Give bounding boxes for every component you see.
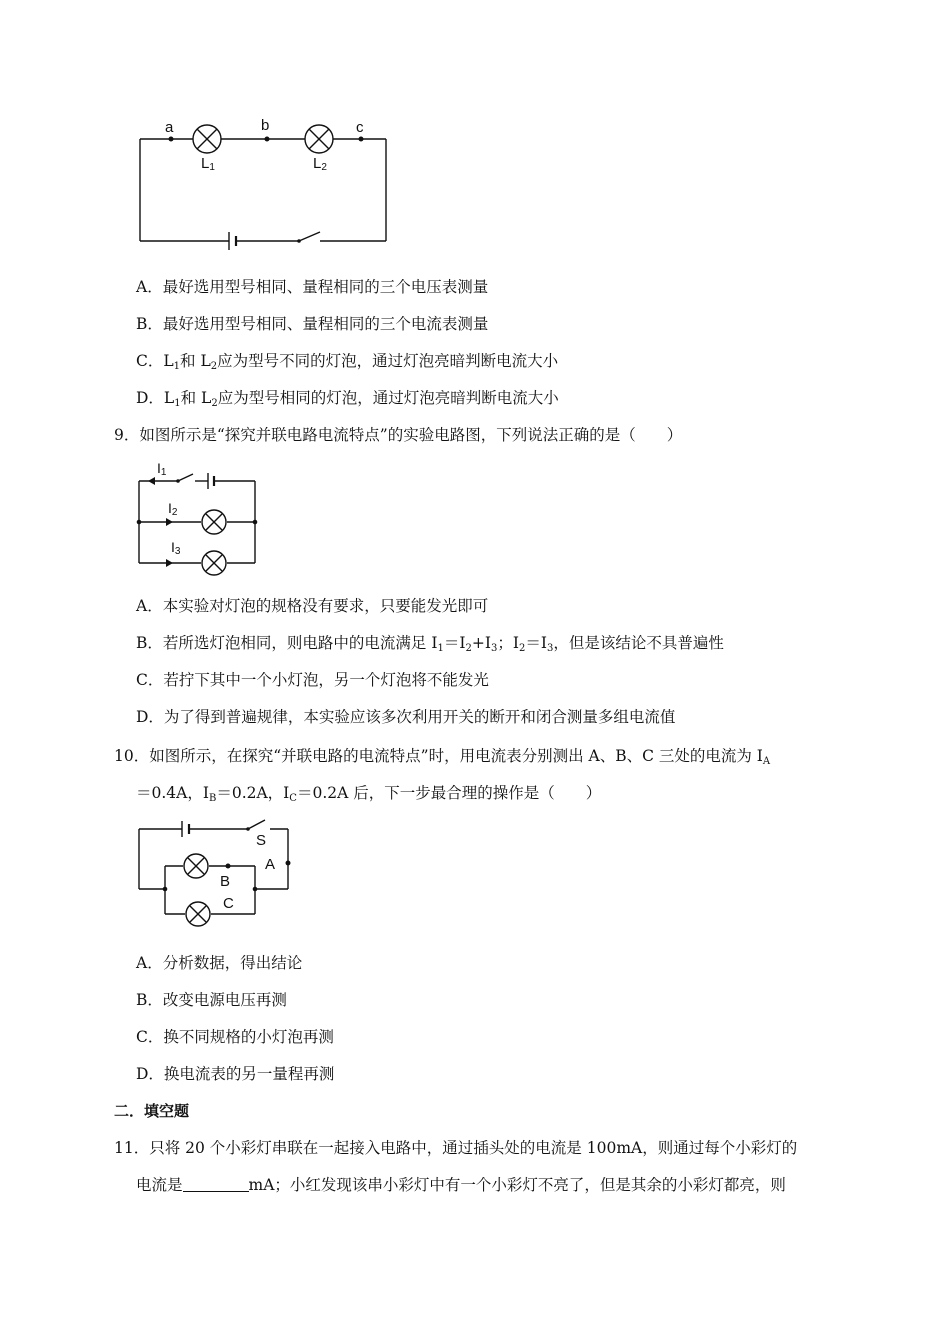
q10-stem-line1: 10．如图所示，在探究“并联电路的电流特点”时，用电流表分别测出 A、B、C 三处的电流为 $I_A$ <box>114 747 771 767</box>
lamp-branch-B <box>184 854 208 878</box>
node-B <box>226 864 231 869</box>
label-I2: I2 <box>168 500 178 518</box>
section-heading-fill-in: 二．填空题 <box>114 1102 190 1120</box>
lamp-branch-C <box>186 902 210 926</box>
q9-option-a: A．本实验对灯泡的规格没有要求，只要能发光即可 <box>136 597 489 615</box>
q9-stem: 9．如图所示是“探究并联电路电流特点”的实验电路图，下列说法正确的是（ ） <box>114 426 683 444</box>
q8-option-c: C．$L_1$和 $L_2$应为型号不同的灯泡，通过灯泡亮暗判断电流大小 <box>136 352 559 372</box>
answer-blank[interactable] <box>183 1175 249 1192</box>
parallel2-switch <box>246 820 265 831</box>
label-L2: L2 <box>313 155 327 173</box>
q10-option-b: B．改变电源电压再测 <box>136 991 287 1009</box>
label-A: A <box>265 856 276 873</box>
q10-option-d: D．换电流表的另一量程再测 <box>136 1065 335 1083</box>
q8-option-a: A．最好选用型号相同、量程相同的三个电压表测量 <box>136 278 489 296</box>
q10-stem-line2: ＝0.4A，$I_B=0.2A$，$I_C=0.2A$ 后，下一步最合理的操作是（ ） <box>136 784 602 804</box>
parallel2-battery <box>182 821 189 837</box>
q8-option-b: B．最好选用型号相同、量程相同的三个电流表测量 <box>136 315 489 333</box>
q9-option-c: C．若拧下其中一个小灯泡，另一个灯泡将不能发光 <box>136 671 489 689</box>
q10-option-a: A．分析数据，得出结论 <box>136 954 303 972</box>
label-c: c <box>356 119 364 136</box>
q9-option-d: D．为了得到普遍规律，本实验应该多次利用开关的断开和闭合测量多组电流值 <box>136 708 676 726</box>
label-b: b <box>261 117 270 134</box>
label-L1: L1 <box>201 155 215 173</box>
q9-option-b: B．若所选灯泡相同，则电路中的电流满足 $I_1=I_2+I_3$；$I_2=I_3$，但是该结论不具普遍性 <box>136 634 724 654</box>
label-C: C <box>223 895 234 912</box>
label-B: B <box>220 873 231 890</box>
q8-option-d: D．$L_1$和 $L_2$应为型号相同的灯泡，通过灯泡亮暗判断电流大小 <box>136 389 559 409</box>
label-S: S <box>256 832 267 849</box>
label-I1: I1 <box>157 460 167 478</box>
node-A <box>286 861 291 866</box>
label-a: a <box>165 119 174 136</box>
label-I3: I3 <box>171 539 181 557</box>
q11-line2: 电流是 mA；小红发现该串小彩灯中有一个小彩灯不亮了，但是其余的小彩灯都亮，则 <box>136 1176 786 1194</box>
q10-option-c: C．换不同规格的小灯泡再测 <box>136 1028 334 1046</box>
q11-line1: 11．只将 20 个小彩灯串联在一起接入电路中，通过插头处的电流是 100mA，则通过每个小彩灯的 <box>114 1139 798 1157</box>
